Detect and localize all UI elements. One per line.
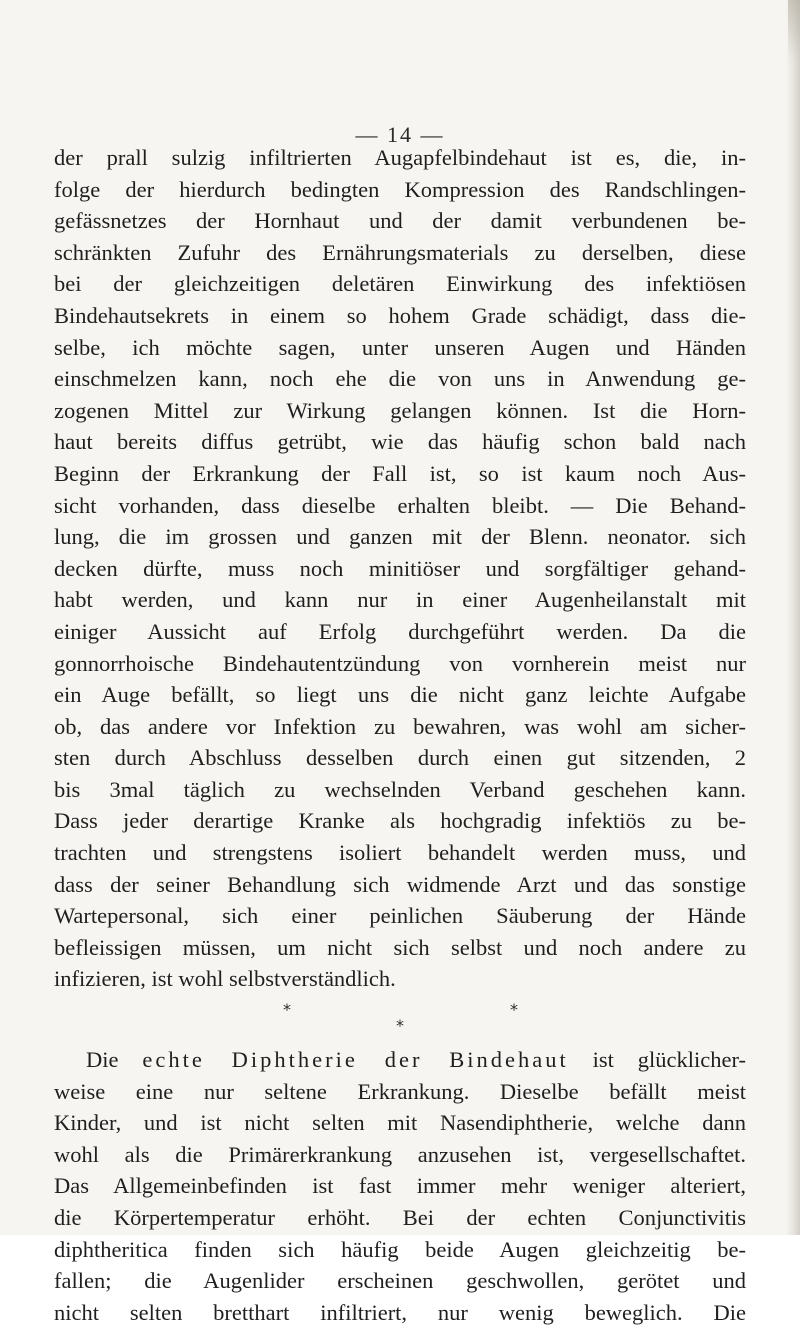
text-line: Dass jeder derartige Kranke als hochgradig infektiös zu be- xyxy=(54,808,746,834)
asterisk: * xyxy=(396,1016,404,1035)
text-line: ob, das andere vor Infektion zu bewahren, was wohl am sicher- xyxy=(54,713,746,739)
text-line: bei der gleichzeitigen deletären Einwirkung des infektiösen xyxy=(54,271,746,297)
text-line: gonnorrhoische Bindehautentzündung von vornherein meist nur xyxy=(54,650,746,676)
asterisk: * xyxy=(510,1000,518,1019)
scan-edge-shadow xyxy=(786,0,800,1235)
text-line: Wartepersonal, sich einer peinlichen Säuberung der Hände xyxy=(54,903,746,929)
text-line: Kinder, und ist nicht selten mit Nasendiphtherie, welche dann xyxy=(54,1110,746,1136)
text-line: fallen; die Augenlider erscheinen geschwollen, gerötet und xyxy=(54,1268,746,1294)
text-line: die Körpertemperatur erhöht. Bei der echten Conjunctivitis xyxy=(54,1204,746,1230)
text-line: einschmelzen kann, noch ehe die von uns in Anwendung ge- xyxy=(54,366,746,392)
text-line: nicht selten bretthart infiltriert, nur wenig beweglich. Die xyxy=(54,1299,746,1325)
text-line: gefässnetzes der Hornhaut und der damit verbundenen be- xyxy=(54,208,746,234)
page-body xyxy=(54,142,746,995)
paragraph-2-lead-tail: ist glücklicher- xyxy=(568,1047,746,1072)
text-line: infizieren, ist wohl selbstverständlich. xyxy=(54,966,396,992)
page-number: — 14 — xyxy=(355,122,445,147)
text-line: haut bereits diffus getrübt, wie das häufig schon bald nach xyxy=(54,429,746,455)
text-line: sten durch Abschluss desselben durch einen gut sitzenden, 2 xyxy=(54,745,746,771)
text-line: dass der seiner Behandlung sich widmende Arzt und das sonstige xyxy=(54,871,746,897)
text-line: einiger Aussicht auf Erfolg durchgeführt werden. Da die xyxy=(54,618,746,644)
text-line: Das Allgemeinbefinden ist fast immer mehr weniger alteriert, xyxy=(54,1173,746,1199)
text-line: bis 3mal täglich zu wechselnden Verband geschehen kann. xyxy=(54,776,746,802)
asterisk: * xyxy=(283,1000,291,1019)
scan-edge-mark xyxy=(788,0,800,60)
text-line: wohl als die Primärerkrankung anzusehen ist, vergesellschaftet. xyxy=(54,1141,746,1167)
text-line: trachten und strengstens isoliert behandelt werden muss, und xyxy=(54,840,746,866)
text-line: decken dürfte, muss noch minitiöser und sorgfältiger gehand- xyxy=(54,555,746,581)
text-line: der prall sulzig infiltrierten Augapfelbindehaut ist es, die, in- xyxy=(54,145,746,170)
text-line: folge der hierdurch bedingten Kompression des Randschlingen- xyxy=(54,176,746,202)
page-body-continued xyxy=(54,1044,746,1328)
text-line: schränkten Zufuhr des Ernährungsmaterials zu derselben, diese xyxy=(54,239,746,265)
text-line: diphtheritica finden sich häufig beide Augen gleichzeitig be- xyxy=(54,1236,746,1262)
paragraph-2-lead: Die xyxy=(86,1047,143,1072)
text-line: Beginn der Erkrankung der Fall ist, so ist kaum noch Aus- xyxy=(54,460,746,486)
text-line: befleissigen müssen, um nicht sich selbst und noch andere zu xyxy=(54,934,746,960)
text-line: zogenen Mittel zur Wirkung gelangen können. Ist die Horn- xyxy=(54,397,746,423)
text-line: weise eine nur seltene Erkrankung. Dieselbe befällt meist xyxy=(54,1078,746,1104)
paragraph-1 xyxy=(54,142,746,995)
text-line: Bindehautsekrets in einem so hohem Grade schädigt, dass die- xyxy=(54,302,746,328)
text-line: lung, die im grossen und ganzen mit der Blenn. neonator. sich xyxy=(54,524,746,550)
paragraph-2 xyxy=(54,1044,746,1328)
text-line: selbe, ich möchte sagen, unter unseren Augen und Händen xyxy=(54,334,746,360)
text-line: sicht vorhanden, dass dieselbe erhalten bleibt. — Die Behand- xyxy=(54,492,746,518)
section-heading-inline: echte Diphtherie der Bindehaut xyxy=(142,1047,569,1072)
text-line: habt werden, und kann nur in einer Augenheilanstalt mit xyxy=(54,587,746,613)
text-line: ein Auge befällt, so liegt uns die nicht ganz leichte Aufgabe xyxy=(54,682,746,708)
text-line xyxy=(54,1044,746,1076)
